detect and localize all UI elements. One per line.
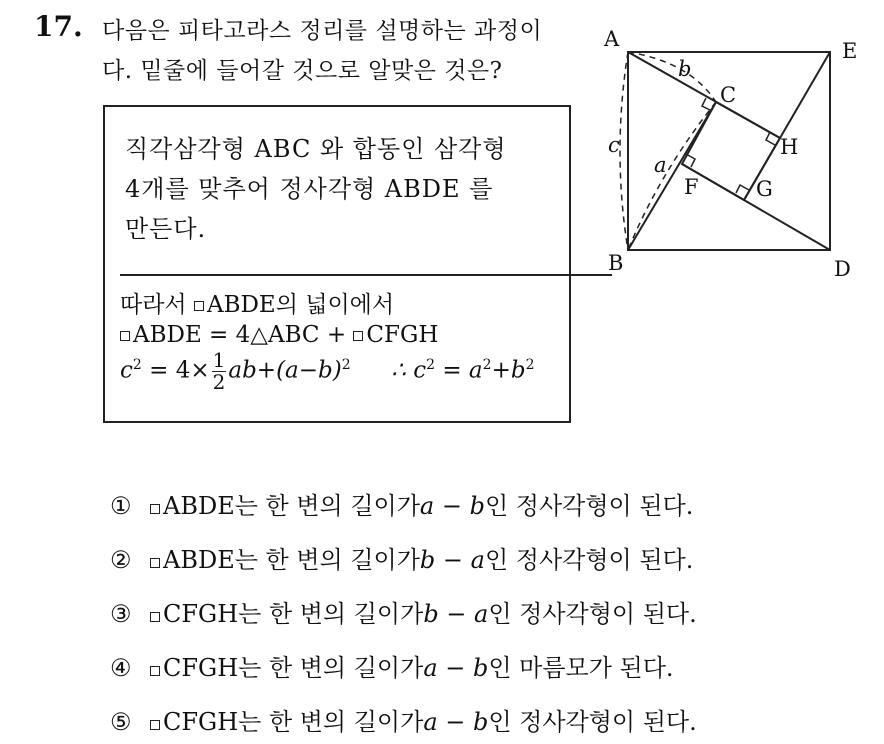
fraction-half — [212, 350, 227, 393]
square-symbol — [150, 666, 160, 676]
choice-text: 는 한 변의 길이가 — [234, 546, 420, 574]
question-text-line2: 다. 밑줄에 들어갈 것으로 알맞은 것은? — [102, 58, 503, 84]
arc-c — [620, 52, 628, 250]
pythagoras-square-diagram — [590, 22, 870, 292]
equation-area — [120, 322, 438, 348]
choice-4[interactable] — [110, 648, 674, 683]
eq2-exp4: 2 — [482, 356, 492, 373]
label-side-b: b — [678, 57, 692, 81]
choice-text-end: 인 정사각형이 된다. — [488, 600, 697, 628]
choice-number: ③ — [110, 600, 132, 628]
label-h-point: H — [780, 135, 799, 159]
choice-shape: ABDE — [163, 546, 235, 574]
label-side-c: c — [608, 133, 620, 157]
question-text-line1: 다음은 피타고라스 정리를 설명하는 과정이 — [102, 18, 543, 44]
choice-number: ⑤ — [110, 708, 132, 736]
eq2-exp2: 2 — [341, 356, 351, 373]
choice-3[interactable] — [110, 594, 697, 629]
question-number: 17. — [34, 10, 83, 43]
outer-square-abde — [628, 52, 830, 250]
choice-number: ① — [110, 492, 132, 520]
label-g-point: G — [756, 177, 773, 201]
box-text-line1: 직각삼각형 ABC 와 합동인 삼각형 — [125, 135, 507, 163]
choice-expr: a − b — [423, 654, 489, 682]
choice-5[interactable] — [110, 702, 697, 737]
label-side-a: a — [654, 153, 667, 177]
right-angle-c — [702, 98, 712, 111]
square-symbol — [150, 720, 160, 730]
equation-pythagoras — [120, 350, 534, 393]
square-symbol — [120, 331, 130, 341]
square-symbol — [150, 558, 160, 568]
choice-expr: a − b — [423, 708, 489, 736]
right-angle-g — [736, 185, 749, 193]
label-e-point: E — [842, 39, 858, 63]
choice-text-end: 인 정사각형이 된다. — [484, 492, 694, 520]
eq2-rest: ab+(a−b) — [228, 357, 342, 384]
box-text-line2: 4개를 맞추어 정사각형 ABDE 를 — [125, 175, 494, 203]
square-symbol — [150, 504, 160, 514]
square-symbol — [353, 331, 363, 341]
square-symbol — [194, 301, 204, 311]
square-symbol — [150, 612, 160, 622]
choice-shape: CFGH — [163, 600, 239, 628]
choice-number: ④ — [110, 654, 132, 682]
choice-shape: CFGH — [163, 654, 239, 682]
eq1-right: CFGH — [366, 322, 439, 348]
choice-text-end: 인 정사각형이 된다. — [484, 546, 694, 574]
area-prefix: 따라서 — [120, 292, 187, 318]
choice-expr: b − a — [423, 600, 489, 628]
triangle-symbol: △ — [250, 322, 268, 348]
eq2-exp5: 2 — [525, 356, 535, 373]
choice-1[interactable] — [110, 486, 693, 521]
eq2-final: = a — [435, 357, 483, 384]
choice-shape: CFGH — [163, 708, 239, 736]
eq2-c: c — [120, 357, 133, 384]
fraction-denominator: 2 — [212, 370, 226, 394]
area-suffix: 의 넓이에서 — [275, 292, 395, 318]
area-square-name: ABDE — [206, 292, 276, 318]
choice-number: ② — [110, 546, 132, 574]
eq2-eq: = 4× — [141, 357, 210, 384]
choice-expr: a − b — [419, 492, 485, 520]
choice-2[interactable] — [110, 540, 693, 575]
fraction-numerator: 1 — [212, 348, 226, 372]
label-c-point: C — [720, 83, 737, 107]
label-d-point: D — [834, 257, 851, 281]
eq2-exp1: 2 — [132, 356, 142, 373]
choice-shape: ABDE — [163, 492, 235, 520]
eq2-therefore: ∴ c — [391, 357, 427, 384]
choice-text: 는 한 변의 길이가 — [234, 492, 420, 520]
box-text-line3: 만든다. — [125, 215, 207, 243]
choice-text: 는 한 변의 길이가 — [238, 600, 424, 628]
eq2-exp3: 2 — [426, 356, 436, 373]
label-b-point: B — [608, 251, 624, 275]
label-f-point: F — [684, 175, 699, 199]
label-a-point: A — [604, 27, 620, 51]
eq1-left: ABDE = 4 — [133, 322, 251, 348]
choice-text-end: 인 정사각형이 된다. — [488, 708, 697, 736]
eq1-tri: ABC + — [267, 322, 354, 348]
choice-expr: b − a — [419, 546, 485, 574]
choice-text-end: 인 마름모가 된다. — [488, 654, 674, 682]
choice-text: 는 한 변의 길이가 — [238, 654, 424, 682]
eq2-plus: +b — [491, 357, 526, 384]
answer-blank-underline — [120, 274, 612, 276]
area-statement — [120, 286, 394, 319]
choice-text: 는 한 변의 길이가 — [238, 708, 424, 736]
